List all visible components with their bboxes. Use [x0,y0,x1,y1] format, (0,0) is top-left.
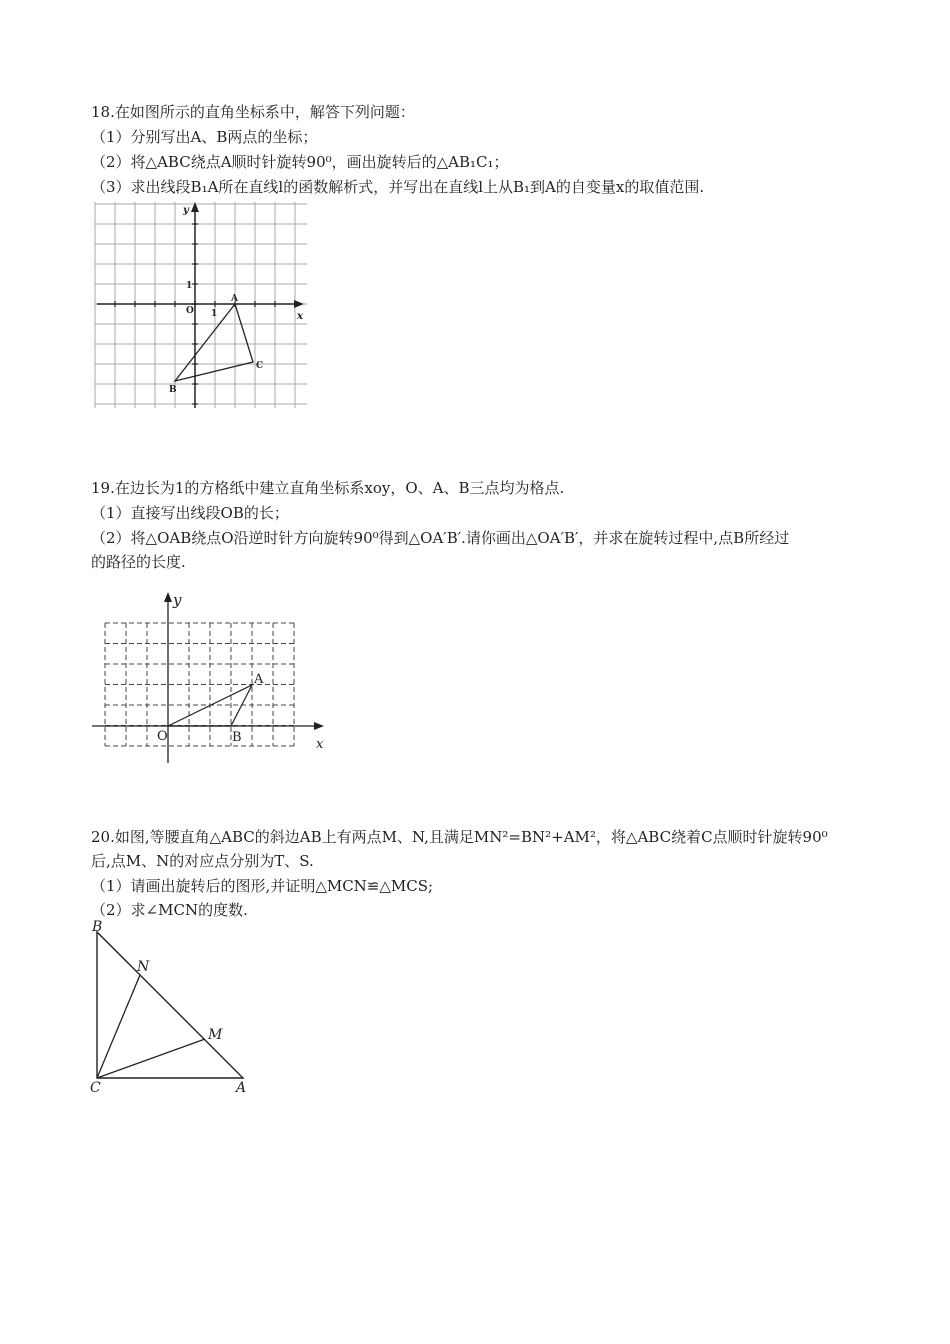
q20-point-m-label: M [208,1027,223,1043]
q18-point-b-label: B [169,385,177,395]
q18-stem: 18.在如图所示的直角坐标系中，解答下列问题： [91,103,415,121]
q18-coordinate-grid-figure [90,198,312,412]
q19-part1: （1）直接写出线段OB的长； [91,504,289,522]
q18-tick-1y: 1 [186,281,193,291]
q20-segment-cn [97,975,140,1078]
q20-triangle-abc [97,932,243,1078]
q18-part3: （3）求出线段B₁A所在直线l的函数解析式，并写出在直线l上从B₁到A的自变量x的取值范围. [91,178,705,196]
q20-point-b-label: B [92,919,103,935]
q20-stem-line1: 20.如图,等腰直角△ABC的斜边AB上有两点M、N,且满足MN²=BN²+AM²，将△ABC绕着C点顺时针旋转90⁰ [91,828,828,846]
q18-x-label: x [297,311,303,322]
q20-triangle-figure [88,916,254,1096]
q19-part2-line1: （2）将△OAB绕点O沿逆时针方向旋转90⁰得到△OA′B′.请你画出△OA′B′，并求在旋转过程中,点B所经过 [91,529,790,547]
q18-tick-1x: 1 [211,309,218,319]
q18-point-a-label: A [231,294,238,304]
q19-point-a-label: A [254,672,264,687]
q20-segment-cm [97,1039,205,1078]
q18-part1: （1）分别写出A、B两点的坐标； [91,128,318,146]
q19-coordinate-grid-figure [90,584,334,768]
q19-origin-label: O [157,729,168,744]
q19-x-arrow [314,722,324,730]
q20-part2: （2）求∠MCN的度数. [91,901,248,919]
q18-origin-label: O [186,306,194,316]
q20-part1: （1）请画出旋转后的图形,并证明△MCN≌△MCS; [91,877,434,895]
q19-part2-line2: 的路径的长度. [91,553,186,571]
q20-stem-line2: 后,点M、N的对应点分别为T、S. [91,852,314,870]
q19-x-label: x [316,737,324,752]
q19-stem: 19.在边长为1的方格纸中建立直角坐标系xoy，O、A、B三点均为格点. [91,479,565,497]
q19-dashed-grid [105,623,294,746]
q20-point-n-label: N [137,959,150,975]
q20-point-a-label: A [236,1080,247,1096]
q19-y-label: y [173,591,182,609]
q20-point-c-label: C [90,1080,101,1096]
q18-point-c-label: C [256,361,264,371]
q18-part2: （2）将△ABC绕点A顺时针旋转90⁰，画出旋转后的△AB₁C₁； [91,153,509,171]
q19-y-arrow [164,592,172,602]
q18-y-label: y [183,205,189,216]
q19-point-b-label: B [232,730,242,745]
